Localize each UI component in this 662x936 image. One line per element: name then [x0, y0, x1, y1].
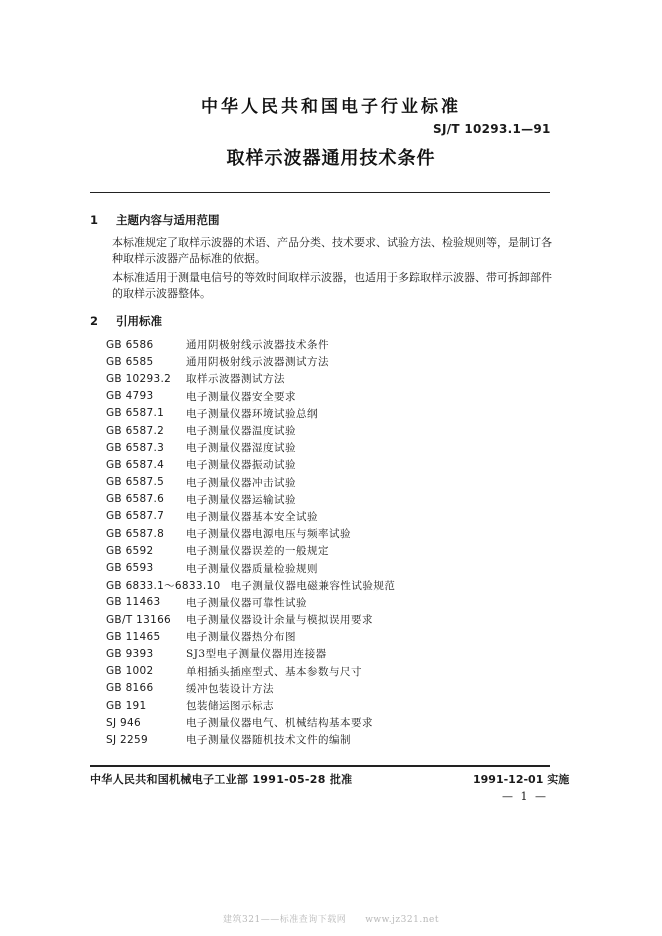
document-title: 取样示波器通用技术条件: [226, 148, 436, 169]
reference-item: [106, 628, 395, 645]
approval-statement: 中华人民共和国机械电子工业部 1991-05-28 批准: [90, 773, 353, 786]
reference-item: [106, 594, 395, 611]
reference-title: 电子测量仪器误差的一般规定: [186, 545, 329, 558]
reference-title: 电子测量仪器电气、机械结构基本要求: [186, 717, 373, 730]
reference-code: GB 6587.3: [106, 441, 165, 454]
reference-item: [106, 422, 395, 439]
reference-item: [106, 697, 395, 714]
reference-code: GB 191: [106, 699, 147, 712]
section-1-paragraph-2: [90, 270, 560, 302]
reference-title: 电子测量仪器质量检验规则: [186, 562, 318, 575]
org-title: 中华人民共和国电子行业标准: [201, 97, 461, 117]
reference-item: [106, 542, 395, 559]
reference-item: [106, 559, 395, 576]
reference-title: 取样示波器测试方法: [186, 373, 285, 386]
reference-title: 电子测量仪器冲击试验: [186, 476, 296, 489]
site-watermark: 建筑321——标准查询下载网 www.jz321.net: [223, 915, 439, 925]
paragraph-text: 本标准规定了取样示波器的术语、产品分类、技术要求、试验方法、检验规则等，是制订各种取样示波器产品标准的依据。: [112, 236, 552, 265]
reference-title: 电子测量仪器湿度试验: [186, 442, 296, 455]
reference-title: 包装储运图示标志: [186, 700, 274, 713]
footer-divider: [90, 765, 550, 767]
reference-item: [106, 439, 395, 456]
reference-title: 缓冲包装设计方法: [186, 682, 274, 695]
reference-title: 电子测量仪器振动试验: [186, 459, 296, 472]
reference-code: GB 6587.7: [106, 510, 165, 523]
reference-code: GB 11463: [106, 596, 161, 609]
reference-title: 电子测量仪器随机技术文件的编制: [186, 734, 351, 747]
reference-code: GB 6585: [106, 355, 154, 368]
reference-code: GB 6587.6: [106, 493, 165, 506]
reference-item: [106, 508, 395, 525]
standard-code: SJ/T 10293.1—91: [433, 122, 551, 136]
reference-title: 通用阴极射线示波器测试方法: [186, 356, 329, 369]
reference-code: GB 8166: [106, 682, 154, 695]
reference-title: 电子测量仪器设计余量与模拟误用要求: [186, 614, 373, 627]
reference-item: [106, 680, 395, 697]
reference-item: [106, 731, 395, 748]
reference-title: 电子测量仪器温度试验: [186, 425, 296, 438]
reference-title: 电子测量仪器安全要求: [186, 390, 296, 403]
reference-item: [106, 405, 395, 422]
reference-item: [106, 611, 395, 628]
header-divider: [90, 192, 550, 193]
reference-title: 电子测量仪器运输试验: [186, 493, 296, 506]
reference-title: 电子测量仪器基本安全试验: [186, 510, 318, 523]
paragraph-text: 本标准适用于测量电信号的等效时间取样示波器，也适用于多踪取样示波器、带可拆卸部件的取样示波器整体。: [112, 271, 552, 300]
reference-item: [106, 714, 395, 731]
reference-code: GB 1002: [106, 665, 154, 678]
section-2-title: 引用标准: [116, 314, 162, 328]
section-2-heading: [90, 313, 162, 329]
reference-code: GB 6833.1～6833.10: [106, 579, 221, 592]
reference-item: [106, 577, 395, 594]
reference-title: 电子测量仪器环境试验总纲: [186, 407, 318, 420]
section-1-title: 主题内容与适用范围: [116, 213, 220, 227]
reference-title: 单相插头插座型式、基本参数与尺寸: [186, 665, 362, 678]
reference-item: [106, 370, 395, 387]
reference-code: GB 4793: [106, 390, 154, 403]
reference-list: [106, 336, 395, 749]
reference-code: GB 6587.2: [106, 424, 165, 437]
reference-title: SJ3型电子测量仪器用连接器: [186, 648, 327, 661]
effective-date: 1991-12-01 实施: [473, 773, 570, 786]
reference-item: [106, 474, 395, 491]
reference-code: GB 9393: [106, 647, 154, 660]
page-number: — 1 —: [502, 790, 548, 803]
reference-code: GB 6586: [106, 338, 154, 351]
reference-code: GB/T 13166: [106, 613, 172, 626]
reference-item: [106, 336, 395, 353]
reference-code: GB 6593: [106, 562, 154, 575]
reference-item: [106, 645, 395, 662]
reference-item: [106, 388, 395, 405]
reference-code: GB 6587.8: [106, 527, 165, 540]
reference-title: 电子测量仪器电源电压与频率试验: [186, 528, 351, 541]
reference-item: [106, 491, 395, 508]
reference-code: GB 6587.5: [106, 476, 165, 489]
reference-code: GB 6587.1: [106, 407, 165, 420]
reference-title: 通用阴极射线示波器技术条件: [186, 339, 329, 352]
section-1-paragraph-1: [90, 235, 560, 267]
reference-title: 电子测量仪器可靠性试验: [186, 596, 307, 609]
reference-code: SJ 2259: [106, 733, 148, 746]
reference-item: [106, 353, 395, 370]
reference-title: 电子测量仪器热分布图: [186, 631, 296, 644]
reference-item: [106, 456, 395, 473]
section-1-number: 1: [90, 213, 99, 227]
reference-code: GB 6592: [106, 544, 154, 557]
section-2-number: 2: [90, 314, 99, 328]
reference-title: 电子测量仪器电磁兼容性试验规范: [230, 579, 396, 592]
reference-code: GB 6587.4: [106, 458, 165, 471]
reference-item: [106, 525, 395, 542]
reference-code: GB 11465: [106, 630, 161, 643]
reference-code: GB 10293.2: [106, 372, 172, 385]
reference-code: SJ 946: [106, 716, 141, 729]
reference-item: [106, 663, 395, 680]
section-1-heading: [90, 212, 220, 228]
